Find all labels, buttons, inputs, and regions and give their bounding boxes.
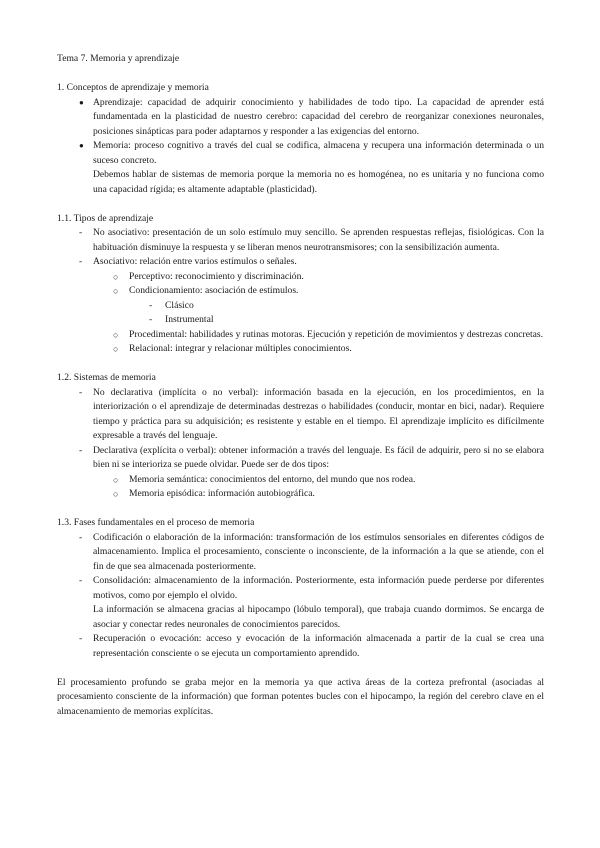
document-page [57, 52, 544, 719]
list-item [57, 444, 544, 502]
sublist-item [93, 473, 544, 488]
circle-bullet-icon: ○ [113, 344, 119, 354]
dash-icon: - [79, 575, 83, 586]
sublist-item [93, 342, 544, 357]
sublist-item-text: Memoria semántica: conocimientos del entorno, del mundo que nos rodea. [129, 473, 416, 485]
list-item [57, 574, 544, 632]
list-item-text: Declarativa (explícita o verbal): obtener información a través del lenguaje. Es fácil de adquirir, pero si no se elabora bien ni se interioriza se puede olvidar. Puede ser de dos tipos: [93, 444, 544, 470]
concepts-list [57, 96, 544, 198]
circle-bullet-icon: ○ [113, 474, 119, 485]
list-item-text: Aprendizaje: capacidad de adquirir conocimiento y habilidades de todo tipo. La capacidad de aprender está fundamentada en la plasticidad de nuestro cerebro: capacidad del cerebro de reorganizar conexiones neuronales, posiciones sinápticas para poder adaptarnos y responder a las exigencias del entorno. [93, 96, 544, 137]
circle-bullet-icon: ○ [113, 489, 119, 499]
section-heading-1-1: 1.1. Tipos de aprendizaje [57, 212, 154, 224]
sublist-item [93, 270, 544, 285]
dash-icon: - [79, 256, 83, 267]
list-item-text: Memoria: proceso cognitivo a través del cual se codifica, almacena y recupera una información determinada o un suceso concreto. [93, 140, 544, 166]
list-item [57, 632, 544, 661]
sublist [93, 473, 544, 502]
section-heading-1-2: 1.2. Sistemas de memoria [57, 372, 156, 383]
bullet-icon: ● [79, 141, 84, 150]
learning-types-list [57, 226, 544, 357]
list-item-note: Debemos hablar de sistemas de memoria porque la memoria no es homogénea, no es unitaria y no funciona como una capacidad rígida; es altamente adaptable (plasticidad). [93, 169, 544, 195]
sublist-item [93, 328, 544, 343]
dash-icon: - [149, 299, 153, 311]
sublist-item-text: Perceptivo: reconocimiento y discriminación. [129, 270, 304, 282]
circle-bullet-icon: ○ [113, 286, 119, 296]
memory-phases-list [57, 531, 544, 662]
sublist-item-text: Relacional: integrar y relacionar múltiples conocimientos. [129, 343, 352, 354]
list-item-text: No asociativo: presentación de un solo estímulo muy sencillo. Se aprenden respuestas reflejas, fisiológicas. Con la habituación disminuye la respuesta y se liberan menos neurotransmisores; con la sensibilización aumenta. [93, 227, 544, 253]
list-item [57, 226, 544, 255]
list-item-text: Asociativo: relación entre varios estímulos o señales. [93, 256, 297, 267]
subsublist-item [129, 313, 544, 328]
dash-icon: - [149, 314, 153, 325]
subsublist-item [129, 299, 544, 314]
sublist-item-text: Condicionamiento: asociación de estímulos. [129, 285, 299, 296]
sublist-item-text: Memoria episódica: información autobiográfica. [129, 488, 315, 499]
bullet-icon: ● [79, 97, 84, 107]
subsublist [129, 299, 544, 328]
memory-systems-list [57, 386, 544, 502]
section-heading-1-3: 1.3. Fases fundamentales en el proceso de memoria [57, 517, 255, 528]
sublist-item [93, 284, 544, 328]
list-item-text: Consolidación: almacenamiento de la información. Posteriormente, esta información puede perderse por diferentes motivos, como por ejemplo el olvido. [93, 575, 544, 601]
list-item [57, 255, 544, 357]
subsublist-item-text: Clásico [165, 299, 194, 311]
dash-icon: - [79, 633, 83, 644]
sublist-item-text: Procedimental: habilidades y rutinas motoras. Ejecución y repetición de movimientos y destrezas concretas. [129, 328, 544, 340]
list-item [57, 139, 544, 197]
section-heading-1: 1. Conceptos de aprendizaje y memoria [57, 82, 209, 93]
circle-bullet-icon: ○ [113, 271, 119, 282]
dash-icon: - [79, 227, 83, 238]
sublist-item [93, 487, 544, 502]
list-item-text: Codificación o elaboración de la información: transformación de los estímulos sensoriales en diferentes códigos de almacenamiento. Implica el procesamiento, consciente o inconsciente, de la información a la que se atiende, con el fin de que sea almacenada posteriormente. [93, 531, 544, 572]
document-title: Tema 7. Memoria y aprendizaje [57, 53, 180, 64]
subsublist-item-text: Instrumental [165, 314, 214, 325]
dash-icon: - [79, 531, 83, 543]
circle-bullet-icon: ○ [113, 329, 119, 340]
list-item [57, 96, 544, 140]
dash-icon: - [79, 386, 83, 398]
list-item [57, 531, 544, 575]
list-item-text: Recuperación o evocación: acceso y evocación de la información almacenada a partir de la cual se crea una representación consciente o se ejecuta un comportamiento aprendido. [93, 633, 544, 659]
list-item-note: La información se almacena gracias al hipocampo (lóbulo temporal), que trabaja cuando dormimos. Se encarga de asociar y conectar redes neuronales de conocimientos parecidos. [93, 604, 544, 630]
list-item [57, 386, 544, 444]
dash-icon: - [79, 444, 83, 456]
sublist [93, 270, 544, 357]
closing-paragraph: El procesamiento profundo se graba mejor en la memoria ya que activa áreas de la corteza prefrontal (asociadas al procesamiento consciente de la información) que forman potentes bucles con el hipocampo, la región del cerebro clave en el almacenamiento de memorias explícitas. [57, 676, 544, 717]
list-item-text: No declarativa (implícita o no verbal): información basada en la ejecución, en los procedimientos, en la interiorización o el aprendizaje de determinadas destrezas o habilidades (conducir, montar en bici, nadar). Requiere tiempo y práctica para su adquisición; es resistente y estable en el tiempo. El aprendizaje implícito es difícilmente expresable a través del lenguaje. [93, 386, 544, 441]
